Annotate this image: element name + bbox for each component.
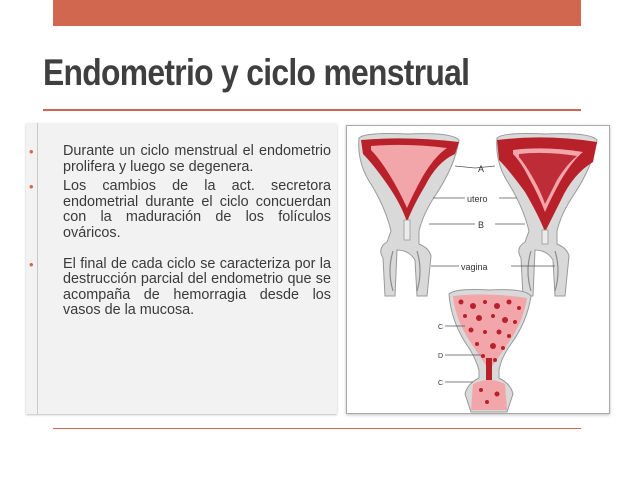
uterus-right [497,134,597,297]
uterus-illustration-panel [346,125,610,414]
bullet-marker: • [29,144,34,159]
bullet-marker: • [29,256,34,272]
label-utero: utero [467,194,488,204]
uterus-illustration [347,126,611,415]
label-b: B [478,220,485,230]
label-d: D [438,353,444,360]
bullet-marker: • [29,179,34,195]
bullet-list [26,144,335,323]
title-divider [43,109,581,111]
label-c-top: C [438,324,444,331]
bullet-item [26,179,335,241]
uterus-left [359,134,459,297]
bullet-text: El final de cada ciclo se caracteriza por la destrucción parcial del endometrio que se acompaña de hemorragia desde los vasos de la mucosa. [63,255,331,319]
header-accent-bar [53,0,581,26]
bullet-text: Los cambios de la act. secretora endometrial durante el ciclo concuerdan con la maduración de los folículos ováricos. [63,178,331,241]
uterus-bottom [449,290,531,413]
label-a: A [478,164,485,174]
footer-divider [53,428,581,429]
bullet-item [26,257,335,319]
slide-title: Endometrio y ciclo menstrual [43,52,470,93]
label-c-bottom: C [438,380,444,387]
label-vagina: vagina [461,262,488,272]
text-panel [26,123,337,414]
bullet-text: Durante un ciclo menstrual el endometrio prolifera y luego se degenera. [63,143,331,175]
bullet-item [26,144,335,175]
